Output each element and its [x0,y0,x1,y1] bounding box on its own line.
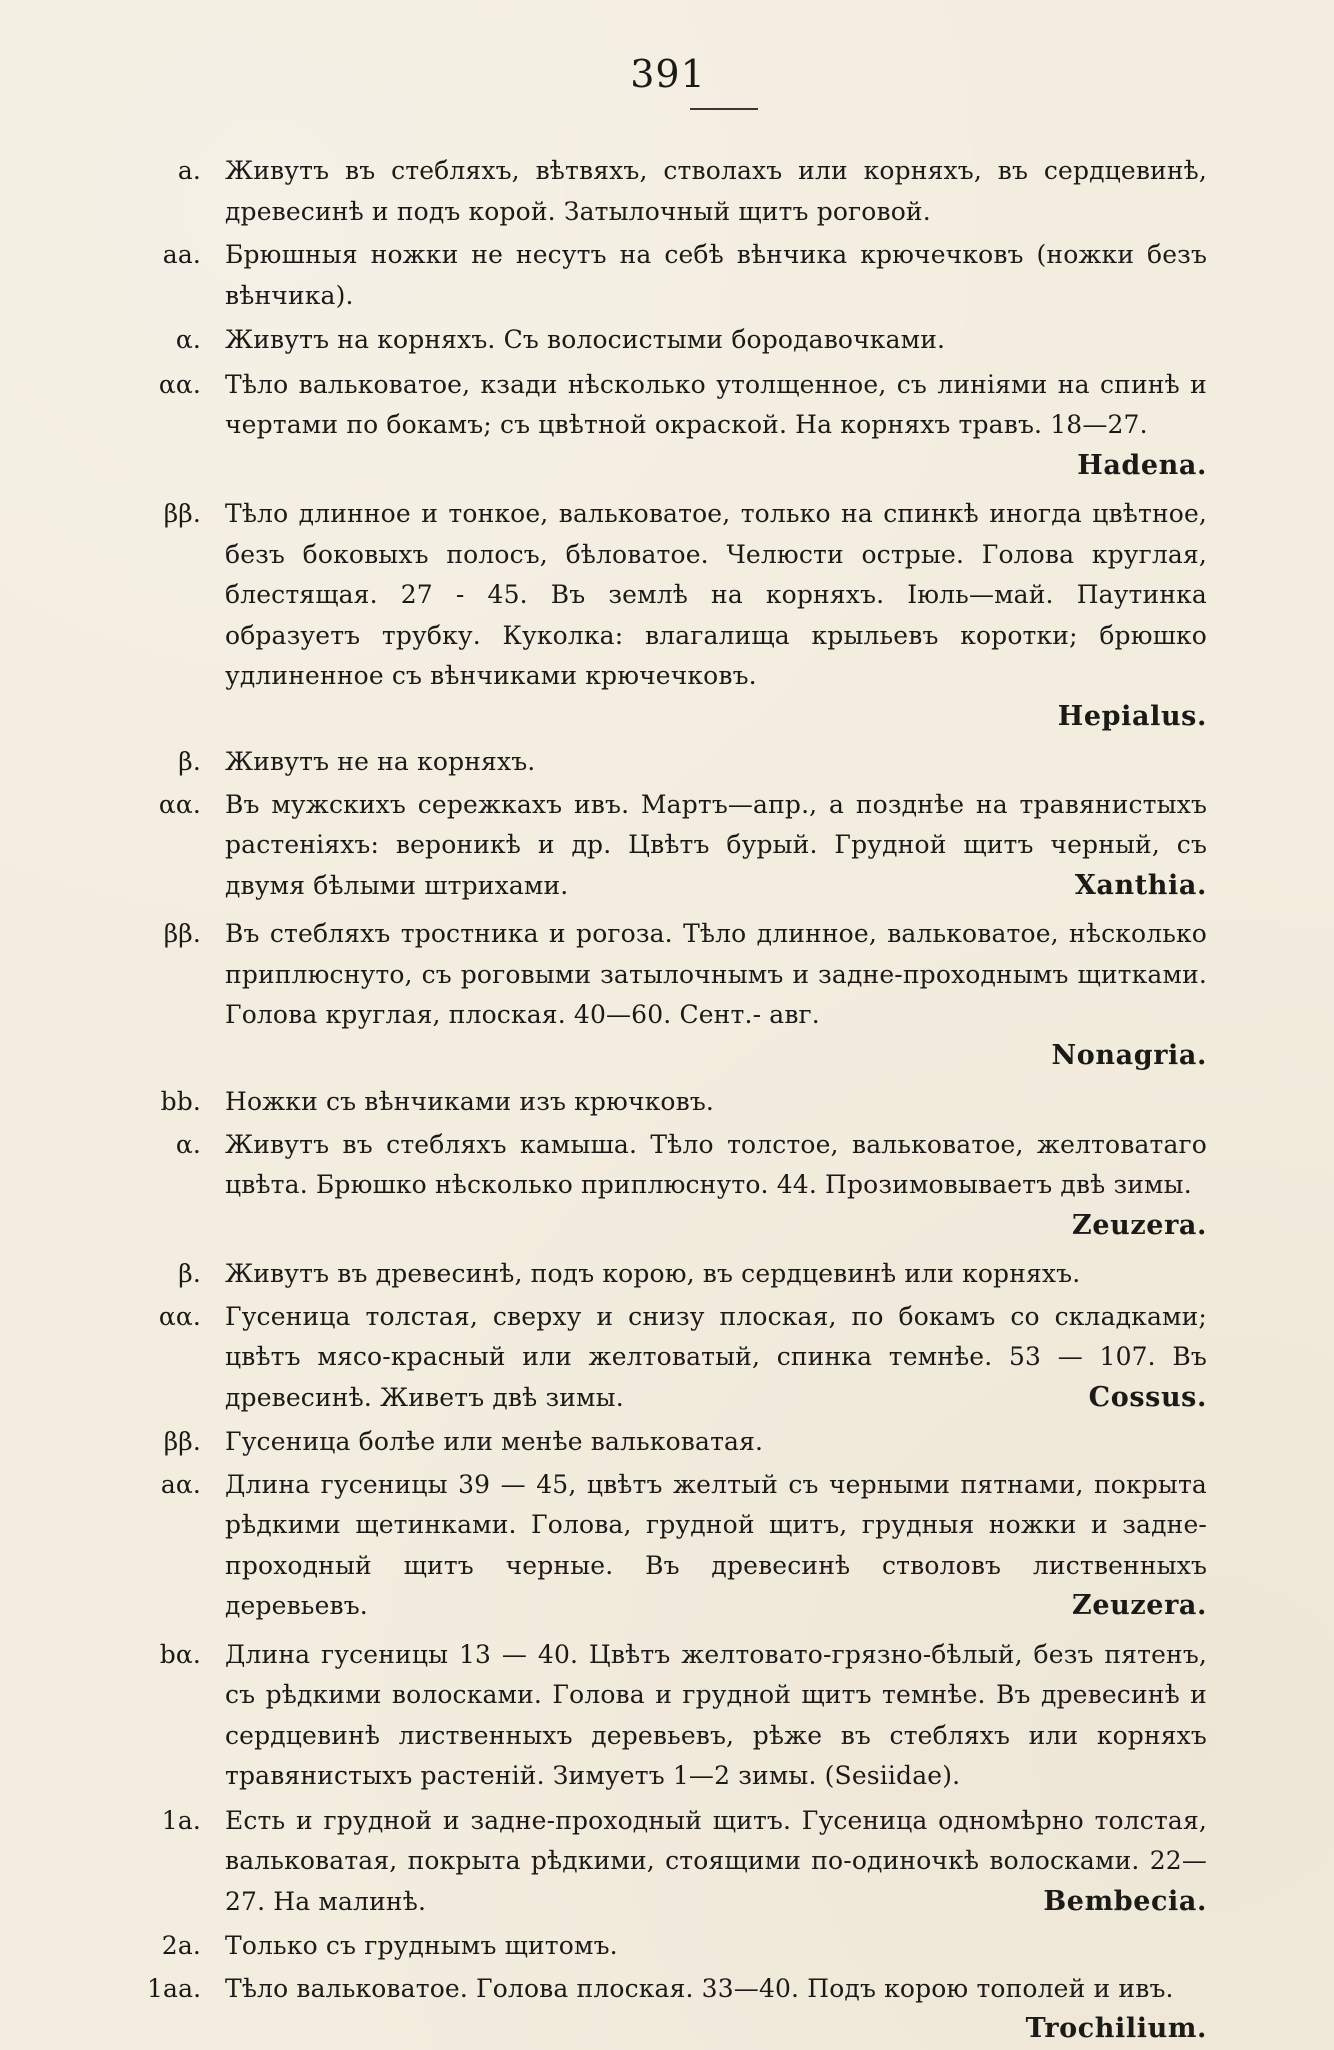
genus-name: Bembecia. [1043,1885,1207,1917]
entry-marker: αα. [158,369,201,399]
entry-text: Тѣло вальковатое. Голова плоская. 33—40. Подъ корою тополей и ивъ. [225,1973,1174,2003]
entry-marker: 1а. [161,1805,201,1835]
entry-marker: ββ. [163,499,201,528]
identification-key-text [147,151,1207,2050]
entry-text: Тѣло вальковатое, кзади нѣсколько утолщенное, съ линіями на спинѣ и чертами по бокамъ; съ цвѣтной окраской. На корняхъ травъ. 18—27. [225,369,1207,439]
key-entry [147,1125,1207,1247]
entry-text: Живутъ не на корняхъ. [225,747,536,776]
key-entry [147,1969,1207,2050]
key-entry [147,1635,1207,1797]
key-entry [147,785,1207,907]
key-entry [147,365,1207,487]
entry-marker: ββ. [163,919,201,948]
genus-name: Hepialus. [1057,700,1207,732]
key-entry [147,914,1207,1076]
entry-text: Брюшныя ножки не несутъ на себѣ вѣнчика крючечковъ (ножки безъ вѣнчика). [225,240,1207,310]
entry-marker: 1аа. [147,1973,202,2003]
genus-name: Zeuzera. [1072,1209,1207,1241]
genus-line [225,1036,1207,1077]
genus-name: Cossus. [1088,1381,1207,1413]
genus-name: Xanthia. [1074,869,1207,901]
key-entry [147,1465,1207,1627]
key-entry [147,1254,1207,1295]
entry-text: Гусеница толстая, сверху и снизу плоская, по бокамъ со складками; цвѣтъ мясо-красный или желтоватый, спинка темнѣе. 53 — 107. Въ древесинѣ. Живетъ двѣ зимы. [225,1301,1207,1412]
entry-marker: αα. [158,789,201,819]
entry-marker: аа. [162,240,201,269]
genus-name: Hadena. [1077,449,1207,481]
entry-text: Въ мужскихъ сережкахъ ивъ. Мартъ—апр., а позднѣе на травянистыхъ растеніяхъ: вероникѣ и др. Цвѣтъ бурый. Грудной щитъ черный, съ двумя бѣлыми штрихами. [225,789,1207,900]
entry-text: Только съ груднымъ щитомъ. [225,1931,618,1960]
page-number-rule [690,108,758,110]
entry-text: Живутъ въ стебляхъ камыша. Тѣло толстое, вальковатое, желтоватаго цвѣта. Брюшко нѣсколько приплюснуто. 44. Прозимовываетъ двѣ зимы. [225,1129,1207,1199]
entry-text: Гусеница болѣе или менѣе вальковатая. [225,1427,764,1456]
entry-marker: β. [178,1259,201,1288]
entry-text: Живутъ въ древесинѣ, подъ корою, въ сердцевинѣ или корняхъ. [225,1259,1081,1288]
genus-name: Nonagria. [1051,1039,1207,1071]
entry-marker: аα. [160,1469,201,1499]
entry-text: Живутъ въ стебляхъ, вѣтвяхъ, стволахъ или корняхъ, въ сердцевинѣ, древесинѣ и подъ корой. Затылочный щитъ роговой. [225,156,1207,226]
page-number: 391 [630,52,706,96]
key-entry [147,494,1207,737]
entry-marker: 2а. [161,1931,201,1960]
genus-line [225,697,1207,738]
genus-name: Trochilium. [1025,2013,1207,2044]
entry-marker: α. [175,1129,201,1159]
key-entry [147,1297,1207,1419]
entry-text: Ножки съ вѣнчиками изъ крючковъ. [225,1087,715,1116]
key-entry [147,235,1207,316]
entry-marker: а. [177,156,201,185]
key-entry [147,1926,1207,1967]
entry-marker: bb. [160,1087,201,1116]
key-entry [147,1801,1207,1923]
key-entry [147,1082,1207,1123]
entry-text: Длина гусеницы 13 — 40. Цвѣтъ желтовато-грязно-бѣлый, безъ пятенъ, съ рѣдкими волосками. Голова и грудной щитъ темнѣе. Въ древесинѣ и сердцевинѣ лиственныхъ деревьевъ, рѣже въ стебляхъ или корняхъ травянистыхъ растеній. Зимуетъ 1—2 зимы. (Sesiidae). [225,1639,1207,1790]
entry-text: Въ стебляхъ тростника и рогоза. Тѣло длинное, вальковатое, нѣсколько приплюснуто, съ роговыми затылочнымъ и задне-проходнымъ щитками. Голова круглая, плоская. 40—60. Сент.- авг. [225,919,1207,1029]
key-entry [147,151,1207,232]
entry-text: Тѣло длинное и тонкое, вальковатое, только на спинкѣ иногда цвѣтное, безъ боковыхъ полосъ, бѣловатое. Челюсти острые. Голова круглая, блестящая. 27 - 45. Въ землѣ на корняхъ. Іюль—май. Паутинка образуетъ трубку. Куколка: влагалища крыльевъ коротки; брюшко удлиненное съ вѣнчиками крючечковъ. [225,499,1207,690]
entry-marker: bα. [159,1639,201,1669]
genus-name: Zeuzera. [1072,1590,1207,1621]
entry-marker: β. [178,747,201,776]
entry-text: Живутъ на корняхъ. Съ волосистыми бородавочками. [225,325,946,354]
entry-text: Есть и грудной и задне-проходный щитъ. Гусеница одномѣрно толстая, вальковатая, покрыта рѣдкими, стоящими по-одиночкѣ волосками. 22—27. На малинѣ. [225,1805,1207,1916]
key-entry [147,742,1207,783]
entry-text: Длина гусеницы 39 — 45, цвѣтъ желтый съ черными пятнами, покрыта рѣдкими щетинками. Голова, грудной щитъ, грудныя ножки и задне-проходный щитъ черные. Въ древесинѣ стволовъ лиственныхъ деревьевъ. [225,1469,1207,1620]
key-entry [147,1422,1207,1463]
entry-marker: ββ. [163,1427,201,1456]
entry-marker: α. [175,325,201,354]
entry-marker: αα. [158,1301,201,1331]
key-entry [147,320,1207,361]
